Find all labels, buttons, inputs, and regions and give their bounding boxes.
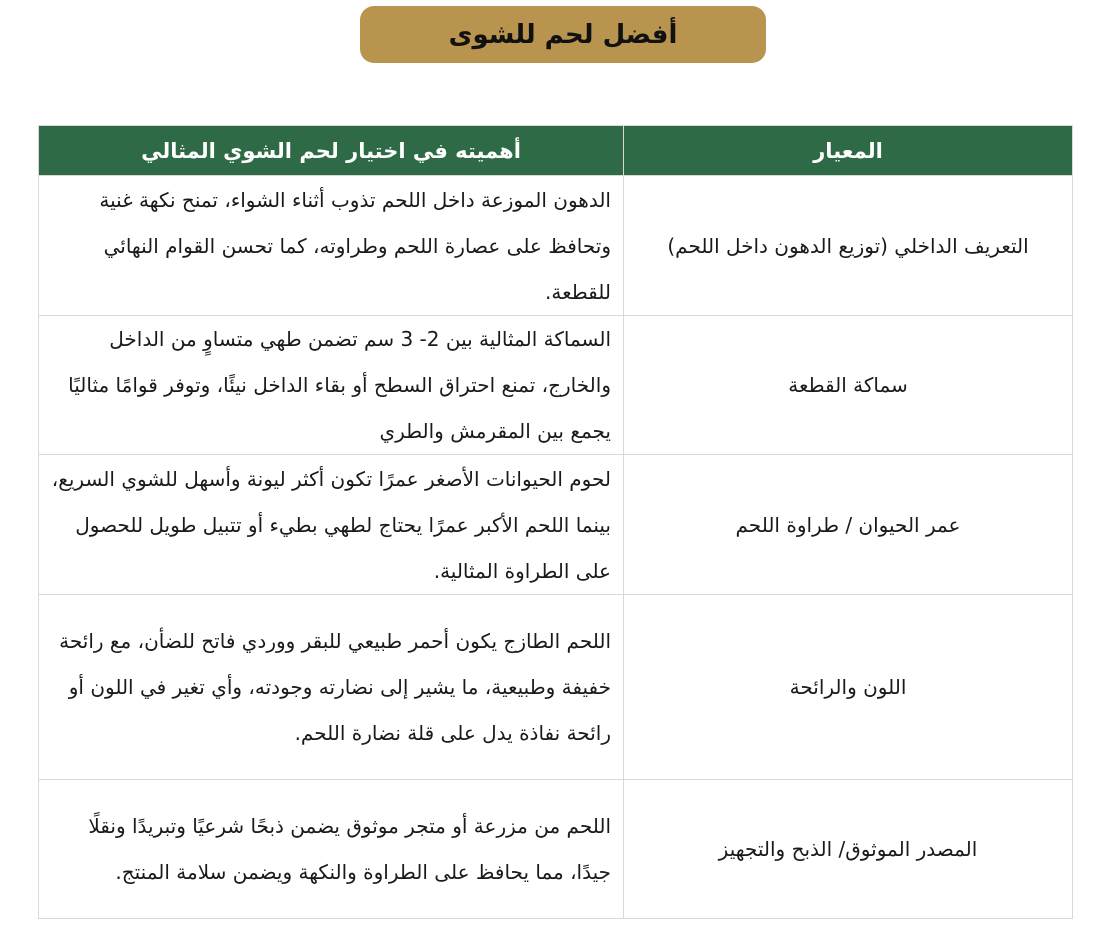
importance-cell: السماكة المثالية بين 2- 3 سم تضمن طهي متساوٍ من الداخل والخارج، تمنع احتراق السطح أو بقاء الداخل نيئًا، وتوفر قوامًا مثاليًا يجمع بين المقرمش والطري — [39, 316, 624, 455]
criterion-cell: سماكة القطعة — [624, 316, 1073, 455]
criterion-cell: المصدر الموثوق/ الذبح والتجهيز — [624, 780, 1073, 919]
importance-cell: الدهون الموزعة داخل اللحم تذوب أثناء الشواء، تمنح نكهة غنية وتحافظ على عصارة اللحم وطراوته، كما تحسن القوام النهائي للقطعة. — [39, 176, 624, 316]
criteria-table — [38, 125, 1073, 919]
criterion-cell: التعريف الداخلي (توزيع الدهون داخل اللحم) — [624, 176, 1073, 316]
criterion-cell: اللون والرائحة — [624, 595, 1073, 780]
table-row — [39, 176, 1073, 316]
table-header-row — [39, 126, 1073, 176]
importance-cell: اللحم الطازج يكون أحمر طبيعي للبقر ووردي فاتح للضأن، مع رائحة خفيفة وطبيعية، ما يشير إلى نضارته وجودته، وأي تغير في اللون أو رائحة نفاذة يدل على قلة نضارة اللحم. — [39, 595, 624, 780]
header-criterion: المعيار — [624, 126, 1073, 176]
importance-cell: لحوم الحيوانات الأصغر عمرًا تكون أكثر ليونة وأسهل للشوي السريع، بينما اللحم الأكبر عمرًا يحتاج لطهي بطيء أو تتبيل طويل للحصول على الطراوة المثالية. — [39, 455, 624, 595]
header-importance: أهميته في اختيار لحم الشوي المثالي — [39, 126, 624, 176]
table-row — [39, 316, 1073, 455]
table-row — [39, 780, 1073, 919]
criterion-cell: عمر الحيوان / طراوة اللحم — [624, 455, 1073, 595]
table-row — [39, 455, 1073, 595]
table-row — [39, 595, 1073, 780]
page-title: أفضل لحم للشوى — [360, 6, 766, 63]
importance-cell: اللحم من مزرعة أو متجر موثوق يضمن ذبحًا شرعيًا وتبريدًا ونقلًا جيدًا، مما يحافظ على الطراوة والنكهة ويضمن سلامة المنتج. — [39, 780, 624, 919]
